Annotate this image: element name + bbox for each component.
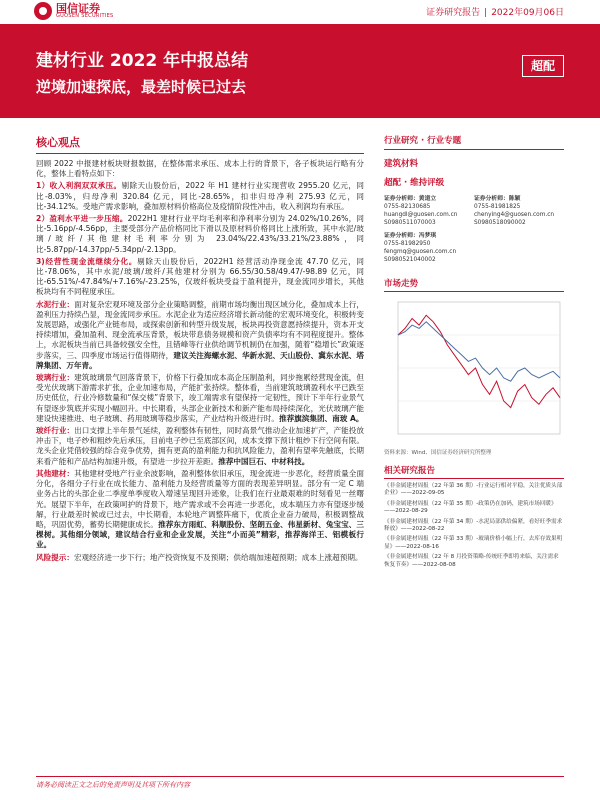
- report-subtitle: 逆境加速探底，最差时候已过去: [36, 78, 247, 96]
- report-class: 行业研究 · 行业专题: [384, 134, 564, 150]
- analyst-email[interactable]: fengmq@guosen.com.cn: [384, 249, 457, 255]
- point-3-head: 3)经营性现金流继续分化。: [36, 256, 138, 266]
- guosen-logo: [34, 2, 114, 20]
- analyst-label: 证券分析师：冯梦琪: [384, 233, 437, 239]
- cement-body: 面对复杂宏观环境及部分企业策略调整，前期市场均衡出现区域分化，叠加成本上行，盈利压力持续凸显，现金流同步承压。水泥企业为适应经济增长新动能的宏观环境变化，积极转变发展思路，或强化产业链布局，或探索创新和转型升级发展，板块再投资意愿持续提升，资本开支持续增加，叠加盈利、现金流承压背景，板块带息债务规模和资产负债率均有不同程度提升。整体上，水泥板块当前已具备较强安全性，且错峰等行业供给调节机制仍在加强，随着“稳增长”政策逐步落实，三、四季度市场运行值得期待，: [36, 299, 365, 360]
- chart-series-line-1: [398, 322, 560, 381]
- market-trend-chart: [384, 296, 564, 446]
- glass-body: 建筑玻璃景气回落背景下，价格下行叠加成本高企压制盈利，同步拖累经营现金流，但受光伏玻璃下游需求扩张，企业加速布局，产能扩张持续。整体看，当前建筑玻璃盈利水平已跌至历史低位，行业冷修数量和“保交楼”背景下，竣工端需求有望保持一定韧性，预计下半年行业景气有望逐步筑底并实现小幅回升。中长期看，头部企业新技术和新产能布局持续深化，光伏玻璃产能建设快速推进、电子玻璃、药用玻璃等稳步落实，产业结构升级进行时。: [36, 373, 365, 423]
- glass-head: 玻璃行业：: [36, 373, 75, 383]
- risk-head: 风险提示：: [36, 552, 74, 562]
- analyst-list: [384, 195, 564, 269]
- rating-line: 超配 · 维持评级: [384, 178, 445, 188]
- trend-chart-svg: [384, 296, 564, 446]
- point-2: [36, 214, 364, 255]
- point-1-body: 剔除天山股份后，2022 年 H1 建材行业实现营收 2955.20 亿元，同比-8.03%，归母净利 320.84 亿元，同比-28.65%，扣非归母净利 275.93 亿元，同比-34.12%。受地产需求影响，叠加原材料价格高位及疫情阶段性冲击，收入利润均有承压。: [36, 181, 364, 211]
- analyst-label: 证券分析师：陈颖: [474, 196, 521, 202]
- top-bar: [0, 0, 600, 24]
- analyst-phone: 0755-82130685: [384, 204, 431, 210]
- analyst-card: [474, 195, 564, 227]
- analyst-phone: 0755-81982950: [384, 241, 431, 247]
- analyst-card: [384, 232, 474, 264]
- core-viewpoints: [36, 134, 364, 565]
- fiber-recommend: 推荐中国巨石、中材科技。: [218, 456, 310, 466]
- related-item[interactable]: 《非金属建材周报（22 年 8 月投资策略-传统旺季即将来临，关注需求恢复节奏》——2022-08-08: [384, 554, 559, 568]
- other-recommend: 推荐东方雨虹、科顺股份、坚朗五金、伟星新材、兔宝宝、三棵树。其他细分领域，建议结合行业和企业发展，关注“小而美”精彩，推荐海洋王、铝模板行业。: [36, 519, 364, 550]
- report-title: 建材行业 2022 年中报总结: [36, 51, 249, 71]
- analyst-email[interactable]: chenying4@guosen.com.cn: [474, 212, 555, 218]
- sidebar: [384, 134, 564, 572]
- related-item[interactable]: 《非金属建材周报（22 年第 35 期）-政策仍在加码，建筑市场回暖》——2022-08-29: [384, 500, 557, 515]
- glass-section: [36, 373, 364, 424]
- point-3: [36, 257, 364, 298]
- other-section: [36, 469, 364, 551]
- analyst-email[interactable]: huangdl@guosen.com.cn: [384, 212, 458, 218]
- other-head: 其他建材：: [36, 468, 75, 478]
- chart-series-line-0: [398, 315, 560, 407]
- risk-body: 宏观经济进一步下行；地产投资恢复不及预期；供给端加速超预期；成本上涨超预期。: [73, 552, 363, 562]
- footer-disclaimer: 请务必阅读正文之后的免责声明及其项下所有内容: [36, 776, 564, 790]
- market-trend-heading: 市场走势: [384, 277, 564, 292]
- other-body: 其他建材受地产行业余波影响，盈利整体依旧承压，现金流进一步恶化，经营质量全面分化，各细分子行业在成长能力、盈利能力及经营质量等方面的表现差异明显。部分有一定 C 端业务占比的头部企业二季度单季度收入增速呈现回升迹象，让我们在行业最艰难的时刻看见一丝曙光。展望下半年，在政策呵护的背景下，地产需求或不会再进一步恶化，成本端压力亦有望逐步缓解，行业最差时候或已过去，中长期看，本轮地产调整阵痛下，优质企业奋力破局，积极调整战略，巩固优势，蓄势长期健康成长。: [36, 468, 365, 529]
- fiber-body: 出口支撑上半年景气延续，盈利整体有韧性，同时高景气推动企业加速扩产，产能投放冲击下，电子纱和粗纱先后承压，目前电子纱已至底部区间，成本支撑下预计粗纱下行空间有限。龙头企业凭借较强的综合竞争优势，拥有更高的盈利能力和抗风险能力，盈利有望率先触底，长期来看产能和产品结构加速升级，有望进一步拉开差距。: [36, 426, 365, 466]
- intro-paragraph: 回顾 2022 中报建材板块财报数据，在整体需求承压、成本上行的背景下，各子板块运行略有分化，整体上看特点如下：: [36, 159, 364, 179]
- point-2-head: 2）盈利水平进一步压缩。: [36, 214, 128, 224]
- title-banner: [0, 24, 600, 118]
- report-date: 2022年09月06日: [491, 8, 564, 18]
- point-1: [36, 181, 364, 212]
- related-item[interactable]: 《非金属建材周报（22 年第 36 期）-行业运行相对平稳，关注优质头部企业》——2022-09-05: [384, 483, 563, 497]
- point-2-body: 2022H1 建材行业平均毛利率和净利率分别为 24.02%/10.26%，同比-5.16pp/-4.56pp，主要受部分产品价格同比下滑以及原材料价格同比上涨所致，其中水泥/玻璃/玻纤/其他建材毛利率分别为 23.04%/22.43%/33.21%/23.88%，同比-5.87pp/-14.37pp/-5.34pp/-2.13pp。: [36, 214, 364, 254]
- related-list: [384, 483, 564, 569]
- core-heading: 核心观点: [36, 134, 364, 154]
- chart-source: 资料来源：Wind、国信证券经济研究所整理: [384, 450, 492, 456]
- analyst-cert: S0980511070003: [384, 220, 436, 226]
- cement-recommend: 建议关注海螺水泥、华新水泥、天山股份、冀东水泥、塔牌集团、万年青。: [36, 350, 365, 370]
- cement-section: [36, 300, 364, 371]
- point-1-head: 1）收入利润双双承压。: [36, 181, 122, 191]
- point-3-body: 剔除天山股份后，2022H1 经营活动净现金流 47.70 亿元，同比-78.06%，其中水泥/玻璃/玻纤/其他建材分别为 66.55/30.58/49.47/-98.89 亿元，同比-65.51%/-47.84%/+7.16%/-23.25%，仅玻纤板块受益于盈利提升，现金流同步增长，其他板块均有不同程度承压。: [36, 256, 364, 297]
- report-meta: 证券研究报告 | 2022年09月06日: [426, 8, 564, 18]
- risk-section: [36, 553, 364, 563]
- analyst-cert: S0980518090002: [474, 220, 526, 226]
- analyst-card: [384, 195, 474, 227]
- logo-cn: 国信证券: [56, 2, 100, 15]
- cement-head: 水泥行业：: [36, 299, 75, 309]
- analyst-label: 证券分析师：黄道立: [384, 196, 437, 202]
- fiber-head: 玻纤行业：: [36, 426, 75, 436]
- logo-mark-icon: [34, 2, 52, 20]
- related-item[interactable]: 《非金属建材周报（22 年第 33 期）-玻璃价格小幅上行，去库存效果明显》——2022-08-16: [384, 536, 563, 550]
- industry-name: 建筑材料: [384, 159, 419, 169]
- analyst-phone: 0755-81981825: [474, 204, 521, 210]
- fiber-section: [36, 426, 364, 467]
- glass-recommend: 推荐旗滨集团、南玻 A。: [279, 413, 364, 423]
- related-item[interactable]: 《非金属建材周报（22 年第 34 期）-水泥局部供给偏紧，看好旺季需求释放》——2022-08-22: [384, 518, 563, 533]
- related-heading: 相关研究报告: [384, 464, 564, 479]
- report-type: 证券研究报告: [426, 8, 481, 18]
- logo-en: GUOSEN SECURITIES: [56, 13, 114, 19]
- rating-tag: 超配: [522, 55, 564, 77]
- analyst-cert: S0980521040002: [384, 257, 436, 263]
